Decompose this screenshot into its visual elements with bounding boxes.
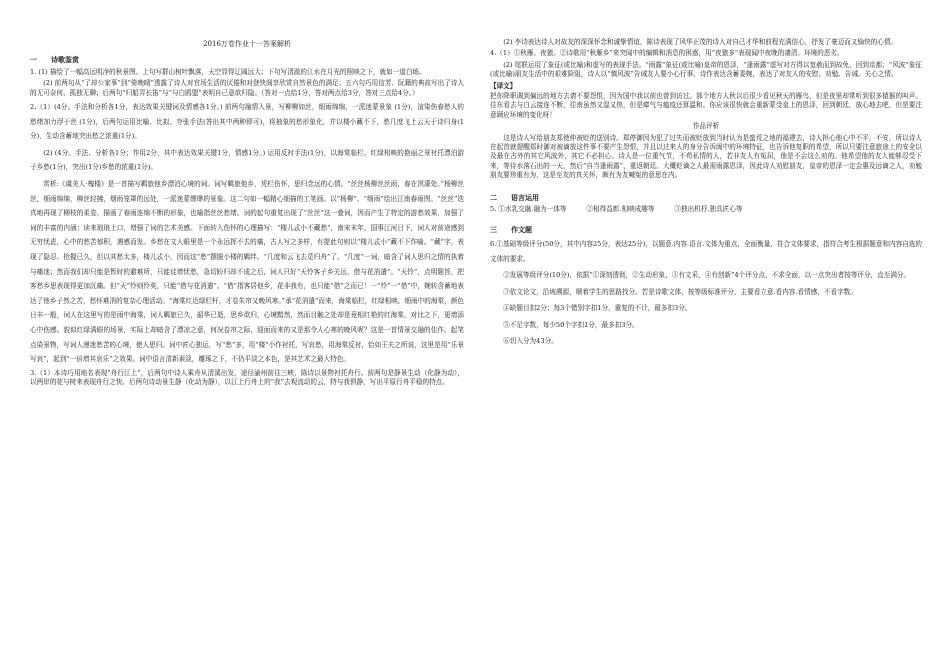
section-title: 语言运用 — [511, 192, 539, 202]
q5-answer-1: 5. ①水乳交融.融为一体等 — [490, 205, 567, 214]
section-number: 二 — [490, 192, 497, 202]
section-title: 作文题 — [511, 224, 532, 234]
q6-rule-6: ⑥切入分为43分。 — [503, 337, 558, 346]
q6-rule-3: ③依文论文，沿坡溯源，顺着学生的思路找分。若是诗歌文体，按等级标准评分，主要看立意.看内容.看情感，不看字数。 — [503, 287, 857, 296]
left-column — [30, 0, 464, 672]
document-title: 2016万卷作业十一答案解析 — [203, 40, 291, 48]
section-title: 诗歌鉴赏 — [51, 55, 79, 65]
section-heading-poetry — [30, 55, 464, 64]
q5-answer-3: ③独出机杼.独具匠心等 — [674, 205, 743, 214]
section-number: 一 — [30, 55, 37, 65]
q4-answer-1: 4.（1）①秋雁、夜猿。②诗歌用“秋雁乡”来突闻中的编辑和消息的困惑，用“夜猿多”表现闻中夜晚的凄清、环境的恶劣。 — [490, 49, 844, 58]
q1-answer-2: (2) 前两句从“了却公家事”到“倚晚晴”透露了诗人对官场生活的厌倦和对登快阁享欣赏自然景色的满足；五六句巧用信芳、阮籍的典故写出了诗人的无可奈何、孤独无聊；后两句“归船弄长笛”与“与白鸥盟”表明自己意欲归隐。（答对一点给1分，答对两点给3分，答对三点给4分。） — [30, 79, 464, 97]
q5-answers — [490, 205, 922, 214]
q2-answer-1: 2.（1）(4分。手法和分析各1分，表达效果关键词及情感各1分。) 前两句融情入景，写柳柳如丝，细雨绵绵，一派迷蒙景象 (1分)，渲染伤春愁人的愁绪加力浮于丝 (1分)，后两句运用比喻、比拟、夸张手法(答出其中两种即可)，将抽象的愁形象化，并以楼小藏不下，愁几度飞上云天于诗归身(1分)，生动含蓄地突出愁之浓重(1分)。 — [30, 103, 464, 141]
q4-answer-2: (2) 尾联运用了象征(或比喻)和虚写的表现手法。“雨露”象征(或比喻)皇帝的恩泽，“逢雨露”虚写对方得以宽赦而到故免，回到京都；“风波”象征(或比喻)朋友生活中的艰难险阻，诗人以“慎风波”告诫友人要小心行事。诗作表达含蓄委婉，表达了对友人的安慰、劝勉、告诫、关心之情。 — [490, 60, 922, 79]
commentary-title: 作品评析 — [692, 122, 720, 131]
translation-text: 把你降职调到偏远的地方去请不要怨恨，因为国中我以前也曾到访过。那个地方人秋以后很少看见秋天的雁鸟，但是夜里却常听到很多猿猴的叫声。往东看去与白云接连不断，往南虽然又湿又热，但是瘴气与瘟疫还算温和。你应该很快就会重新蒙受皇上的恩泽，回到朝廷，放心地去吧，但是要注意顾应环境的变化呀！ — [490, 92, 922, 119]
section-number: 三 — [490, 224, 497, 234]
q2-appreciation: 赏析:《虞美人·槐楼》是一首描写羁旅他乡漂泊心境的词。词写羁旅他乡，凭栏伤怀，思归念远的心情。“丝丝杨柳丝丝雨，春在溟濛处。”杨柳丝丝，细雨绵绵，柳丝轻拂，烟雨笼罩的远处，一派迷蒙缥缈的景象。这二句如一幅精心细描的工笔画。以“杨柳”、“细雨”绘出江南春雨图。“丝丝”迭真地再现了柳枝的柔姿，描画了春雨连绵不断的形象，也喻指丝丝愁绪。词的起句重复出现了“丝丝”这一叠词，因而产生了特定的游愁效果，加强了词的丰富的内涵；读来琅琅上口，增强了词的艺术美感。下面转入伤怀的心理描写：“楼儿忒小不藏愁”，南宋末年，国事江河日下，词人对前途感到无穷忧虑，心中的愁苦郁积，遇感而发。乡愁在文人眼里是一个永远挥不去的痛，古人写之多样，有提此句则以“楼儿忒小”藏不下作喻。“藏”字，表现了隐忍、抢握已久，但以其愁太多，楼儿忒小，因而这“愁”摆脱小楼的羁绊。“几度和云飞去觅归舟”了。“几度”一词，暗含了词人思归之情的执着与痛迷；然而我们却只能是暂时的避难所，只能徒增忧愁，急切盼归却不成之后，词人只好“天怜客子乡关远，借与花消遣”。“天怜”，点明题旨，把客愁乡思表现得更加沉痛。但“天”怜则怜矣，只能“借与花消遣”。“借”指客居他乡，花非我有，也只能“借”之而已！一“怜”一“借”中，婉转含蓄地表达了他乡子然之苦，愁怀难消的复杂心理活动。“海棠红近绿栏杆，才卷朱帘又晚风寒。”承“花消遣”而来，海棠临栏，红绿相映。细雨中的海棠，颜色日丰一般，词人在这里写的是雨中海棠，词人羁旅已久，韶华已逝，思乡欲归，心境黯然，然而目触之处却是竟相红艳的红海棠，对比之下，更增添心中伤感。貌似红绿满眼的场景，实际上却暗含了漂凉之意，何况卷帘之际，迎面而来的又是那令人心寒的晚风呢？这是一首情景交融的佳作。起笔点染景物，写词人漫迷愁苦的心境，使人思归。词中匠心独运，写“愁”多，用“楼”小作衬托，写哀愁，用海棠反衬，恰如王夫之所说，这里是用“乐景写哀”，起到“一倍增其哀乐”之效果。词中语言清新素淡，雕琢之下，不仍平淡之本色，是其艺术之最大特色。 — [30, 180, 464, 364]
commentary-text: 这是诗人写给朋友郑使仲被贬的送别诗。郑停御因为犯了过失而被贬放到当时认为是蛮荒之地的福建去，诗人担心他心中不平，不安，所以诗人在起首就提醒郑时御对被谪放这件事不要产生怨恨，并且以过来人的身分告诉闽中的环境特征，也告诉他复职的希望，所以只要注意旅途上的安全以及最在古外的其它风波外，其它不必担心。诗人是一位重气节，不苟私情的人，若非友人有冤屈，他是不会这么劝的。他希望他的友人能够忍受下来，等待水落石出的一天，然后“自当逢雨露”，重返朝廷。大概贬谪之人最需雨露恩泽，因此诗人劝慰朋友，皇帝的恩泽一定会惠及远谪之人，劝勉朋友要珍重有为，这是至友的真关怀，颇有为友喊冤的意思在内。 — [490, 133, 922, 180]
q2-answer-2: (2) (4分。手法、分析各1分；作用2分，其中表达效果关键1分，情感1分。) 运用反衬手法(1分)，以海棠临栏、红绿相映的艳丽之景衬托漂泊游子乡愁(1分)，突出(1分)乡愁的浓重(1分)。 — [30, 148, 464, 172]
q3-answer-1: 3.（1）本诗巧用地名表现“舟行江上”，后两句中诗人乘舟从清溪出发，途径渝州前往三峡，陈诗以景物衬托舟行。前两句是静景生动（化静为动），以两岸的花与树来表现舟行之快。后两句诗动景生静（化动为静），以江上行舟上的“我”去观流动的云，特与我俱静，写出平原行舟平稳的特点。 — [30, 368, 464, 387]
q1-answer-1: 1. (1) 描绘了一幅高远明净的秋景图。上句写群山树叶飘落，天空显得辽阔远大；下句写清澈的江水在月光的照映之下，就如一道白练。 — [30, 67, 426, 76]
q6-rule-2: ②发展等级评分(10分)，依据“①深刻透彻，②生动形象，③有文采，④有创新”4个评分点，不求全面，以一点突出者按等评分，直至满分。 — [503, 271, 911, 280]
q5-answer-2: ②相得益彰.相映成趣等 — [586, 205, 655, 214]
q6-rule-5: ⑤不足字数，每少50个字扣1分，最多扣3分。 — [503, 320, 639, 329]
translation-label: 【译文】 — [490, 81, 517, 90]
section-heading-essay — [490, 225, 922, 234]
right-column — [490, 0, 922, 672]
section-heading-language — [490, 193, 922, 202]
q6-rule-4: ④缺题目扣2分；每3个错别字扣1分，重复的不计，最多扣3分。 — [503, 304, 692, 313]
q6-rule-1: 6.①基础等级评分(50分，其中内容25分，表达25分)，以题意.内容.语言.文体为重点，全面衡量，符合文体要求，指符合考生根据题意和内容自选的文体的要求。 — [490, 239, 922, 263]
q3-answer-2: (2) 李诗表达诗人对故友的深深怀念和诚挚情谊，陈诗表现了风华正茂的诗人对自己才华和前程充满信心，抒发了豪迈而又愉快的心情。 — [503, 38, 898, 46]
